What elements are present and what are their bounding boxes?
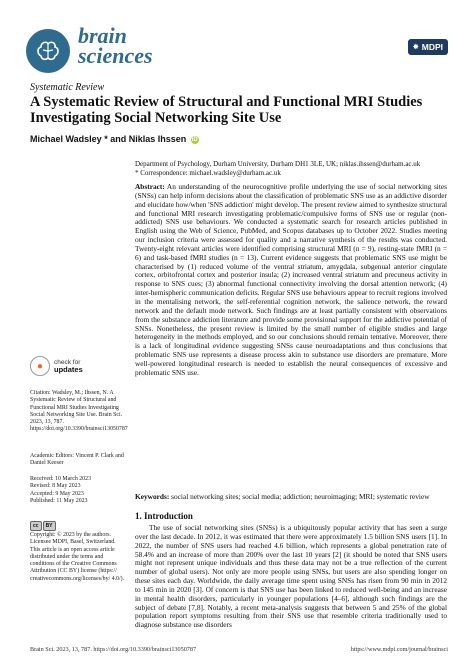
keywords-label: Keywords: [135, 492, 170, 501]
article-type: Systematic Review [30, 82, 105, 93]
publication-dates [30, 476, 125, 505]
date-published: Published: 11 May 2023 [30, 497, 88, 504]
footer-journal-url[interactable]: https://www.mdpi.com/journal/brainsci [350, 646, 448, 653]
academic-editors: Academic Editors: Vincent P. Clark and Daniel Keeser [30, 453, 124, 467]
check-updates-text [54, 359, 83, 374]
orcid-icon[interactable]: iD [191, 136, 198, 143]
journal-name-text: brain sciences [78, 23, 153, 68]
date-accepted: Accepted: 9 May 2023 [30, 490, 84, 497]
footer-citation[interactable]: Brain Sci. 2023, 13, 787. https://doi.org/10.3390/brainsci13050787 [30, 646, 197, 653]
author-line [30, 134, 199, 144]
check-updates-line1: check for [54, 358, 81, 366]
check-updates-line2: updates [54, 364, 83, 374]
abstract [135, 183, 447, 378]
cc-icon: cc [30, 521, 42, 531]
date-received: Received: 10 March 2023 [30, 476, 92, 482]
check-for-updates-badge[interactable] [30, 356, 83, 376]
publisher-name: MDPI [421, 42, 443, 52]
authors-text: Michael Wadsley * and Niklas Ihssen [30, 134, 187, 144]
check-updates-icon: ● [30, 356, 50, 376]
mdpi-star-icon: ✸ [412, 44, 419, 51]
copyright-notice: Copyright: © 2023 by the authors. Licensee MDPI, Basel, Switzerland. This article is an open access article distributed under the terms and conditions of the Creative Commons Attribution (CC BY) license (https:// creativecommons.org/licenses/by/ 4.0/). [30, 532, 125, 582]
keywords-text: social networking sites; social media; addiction; neuroimaging; MRI; systematic review [171, 492, 430, 501]
by-icon: BY [43, 521, 56, 531]
journal-logo-icon [26, 29, 70, 73]
correspondence: * Correspondence: michael.wadsley@durham.ac.uk [135, 169, 281, 177]
date-revised: Revised: 8 May 2023 [30, 483, 81, 490]
brain-icon [33, 36, 63, 66]
article-title: A Systematic Review of Structural and Functional MRI Studies Investigating Social Networking Site Use [30, 94, 423, 126]
publisher-logo [408, 39, 448, 55]
citation: Citation: Wadsley, M.; Ihssen, N. A Systematic Review of Structural and Functional MRI Studies Investigating Social Networking Site Use. Brain Sci. 2023, 13, 787. https://doi.org/10.3390/brainsci13050787 [30, 390, 128, 433]
keywords [135, 492, 447, 501]
cc-license-badge[interactable] [30, 521, 56, 531]
affiliation: Department of Psychology, Durham University, Durham DH1 3LE, UK; niklas.ihssen@durham.ac.uk [135, 160, 421, 168]
abstract-text: An understanding of the neurocognitive profile underlying the use of social networking sites (SNSs) can help inform decisions about the classification of problematic SNS use as an addictive disorder and elucidate how/when 'SNS addiction' might develop. The present review aimed to synthesize structural and functional MRI research investigating problematic/compulsive forms of SNS use or regular (non-addicted) SNS use behaviours. We conducted a systematic search for research articles published in English using the Web of Science, PubMed, and Scopus databases up to October 2022. Studies meeting our inclusion criteria were assessed for quality and a narrative synthesis of the results was conducted. Twenty-eight relevant articles were identified comprising structural MRI (n = 9), resting-state fMRI (n = 6) and task-based fMRI studies (n = 13). Current evidence suggests that problematic SNS use might be characterised by (1) reduced volume of the ventral striatum, amygdala, subgenual anterior cingulate cortex, orbitofrontal cortex and posterior insula; (2) increased ventral striatum and precuneus activity in response to SNS cues; (3) abnormal functional connectivity involving the dorsal attention network; (4) inter-hemispheric communication deficits. Regular SNS use behaviours appear to recruit regions involved in the mentalising network, the self-referential cognition network, the salience network, the reward network and the default mode network. Such findings are at least partially consistent with observations from the substance addiction literature and provide some provisional support for the addictive potential of SNSs. Nonetheless, the present review is limited by the small number of eligible studies and large heterogeneity in the methods employed, and so our conclusions should remain tentative. Moreover, there is a lack of longitudinal evidence suggesting SNSs cause neuroadaptations and thus conclusions that problematic SNS use represents a disease process akin to substance use disorders are premature. More well-powered longitudinal research is needed to establish the neural consequences of excessive and problematic SNS use. [135, 182, 447, 377]
journal-name [78, 23, 153, 68]
introduction-text: The use of social networking sites (SNSs) is a ubiquitously popular activity that has seen a surge over the last decade. In 2012, it was estimated that there were approximately 1.5 billion SNS users [1]. In 2022, the number of SNS users had reached 4.6 billion, which represents a global penetration rate of 58.4% and an increase of more than 200% over the last 10 years [2] (it should be noted that SNS users might not represent unique individuals and thus these data may not be a true reflection of the current number of global users). Not only are more people using SNSs, but users are also spending longer on these sites each day. Worldwide, the daily average time spent using SNSs has risen from 90 min in 2012 to 145 min in 2020 [3]. Of concern is that SNS use has been linked to reduced well-being and an increase in mental health disorders, particularly in younger populations [4–6], although such findings are the subject of debate [7,8]. Notably, a recent meta-analysis suggests that between 5 and 25% of the global population report symptoms resulting from their SNS use that resemble criteria traditionally used to diagnose substance use disorders [135, 523, 447, 630]
section-heading-introduction: 1. Introduction [135, 511, 193, 521]
abstract-label: Abstract: [135, 182, 165, 191]
